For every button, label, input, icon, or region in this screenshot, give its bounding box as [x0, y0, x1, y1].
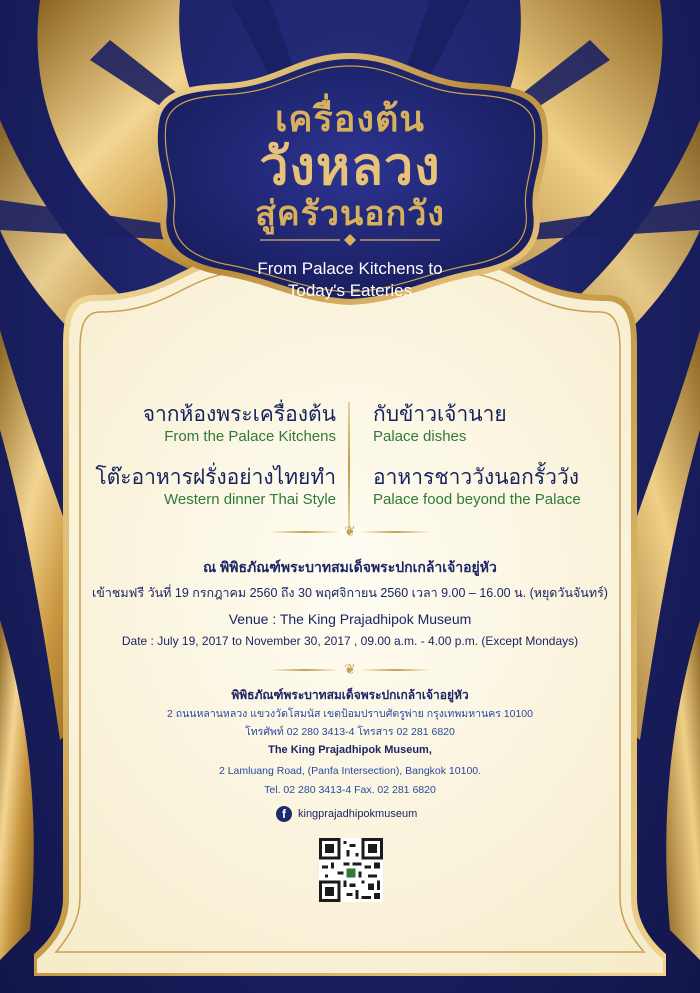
- section-en: Western dinner Thai Style: [163, 491, 336, 508]
- facebook-handle: kingprajadhipokmuseum: [298, 808, 418, 820]
- venue-en: Venue : The King Prajadhipok Museum: [228, 611, 472, 627]
- subtitle-line-1: From Palace Kitchens to: [257, 259, 443, 278]
- title-line-1: เครื่องต้น: [275, 98, 425, 140]
- subtitle-line-2: Today's Eateries: [287, 281, 413, 300]
- section-palace-kitchens: [143, 403, 336, 447]
- contact-phone-en: Tel. 02 280 3413-4 Fax. 02 281 6820: [264, 784, 436, 796]
- section-th: อาหารชาววังนอกรั้ววัง: [373, 466, 580, 489]
- section-th: โต๊ะอาหารฝรั่งอย่างไทยทำ: [95, 466, 336, 489]
- ornament-divider: ❦: [0, 524, 700, 540]
- english-subtitle: [0, 258, 700, 302]
- contact-name-th: พิพิธภัณฑ์พระบาทสมเด็จพระปกเกล้าเจ้าอยู่หัว: [231, 688, 469, 702]
- facebook-link[interactable]: [276, 806, 516, 824]
- title-line-3: สู่ครัวนอกวัง: [255, 194, 445, 234]
- date-th: เข้าชมฟรี วันที่ 19 กรกฎาคม 2560 ถึง 30 พฤศจิกายน 2560 เวลา 9.00 – 16.00 น. (หยุดวันจันทร์): [92, 586, 608, 600]
- contact-name-en: The King Prajadhipok Museum,: [268, 744, 432, 756]
- section-th: จากห้องพระเครื่องต้น: [142, 403, 336, 426]
- section-en: From the Palace Kitchens: [164, 428, 336, 445]
- venue-th: ณ พิพิธภัณฑ์พระบาทสมเด็จพระปกเกล้าเจ้าอยู่หัว: [203, 559, 497, 575]
- section-western-dinner: [95, 466, 336, 510]
- facebook-icon: f: [276, 806, 292, 822]
- ornament-divider-2: ❦: [0, 662, 700, 678]
- section-en: Palace dishes: [373, 428, 467, 445]
- contact-phone-th: โทรศัพท์ 02 280 3413-4 โทรสาร 02 281 6820: [245, 726, 455, 738]
- section-th: กับข้าวเจ้านาย: [373, 403, 507, 426]
- section-palace-food-beyond: [373, 466, 581, 510]
- contact-address-en: 2 Lamluang Road, (Panfa Intersection), Bangkok 10100.: [218, 765, 482, 777]
- title-line-2: วังหลวง: [259, 136, 441, 197]
- date-en: Date : July 19, 2017 to November 30, 2017 , 09.00 a.m. - 4.00 p.m. (Except Mondays): [121, 634, 579, 648]
- section-en: Palace food beyond the Palace: [373, 491, 581, 508]
- center-divider: [348, 402, 350, 530]
- section-palace-dishes: [373, 403, 507, 447]
- contact-address-th: 2 ถนนหลานหลวง แขวงวัดโสมนัส เขตป้อมปราบศัตรูพ่าย กรุงเทพมหานคร 10100: [167, 708, 533, 720]
- qr-code: [319, 838, 383, 902]
